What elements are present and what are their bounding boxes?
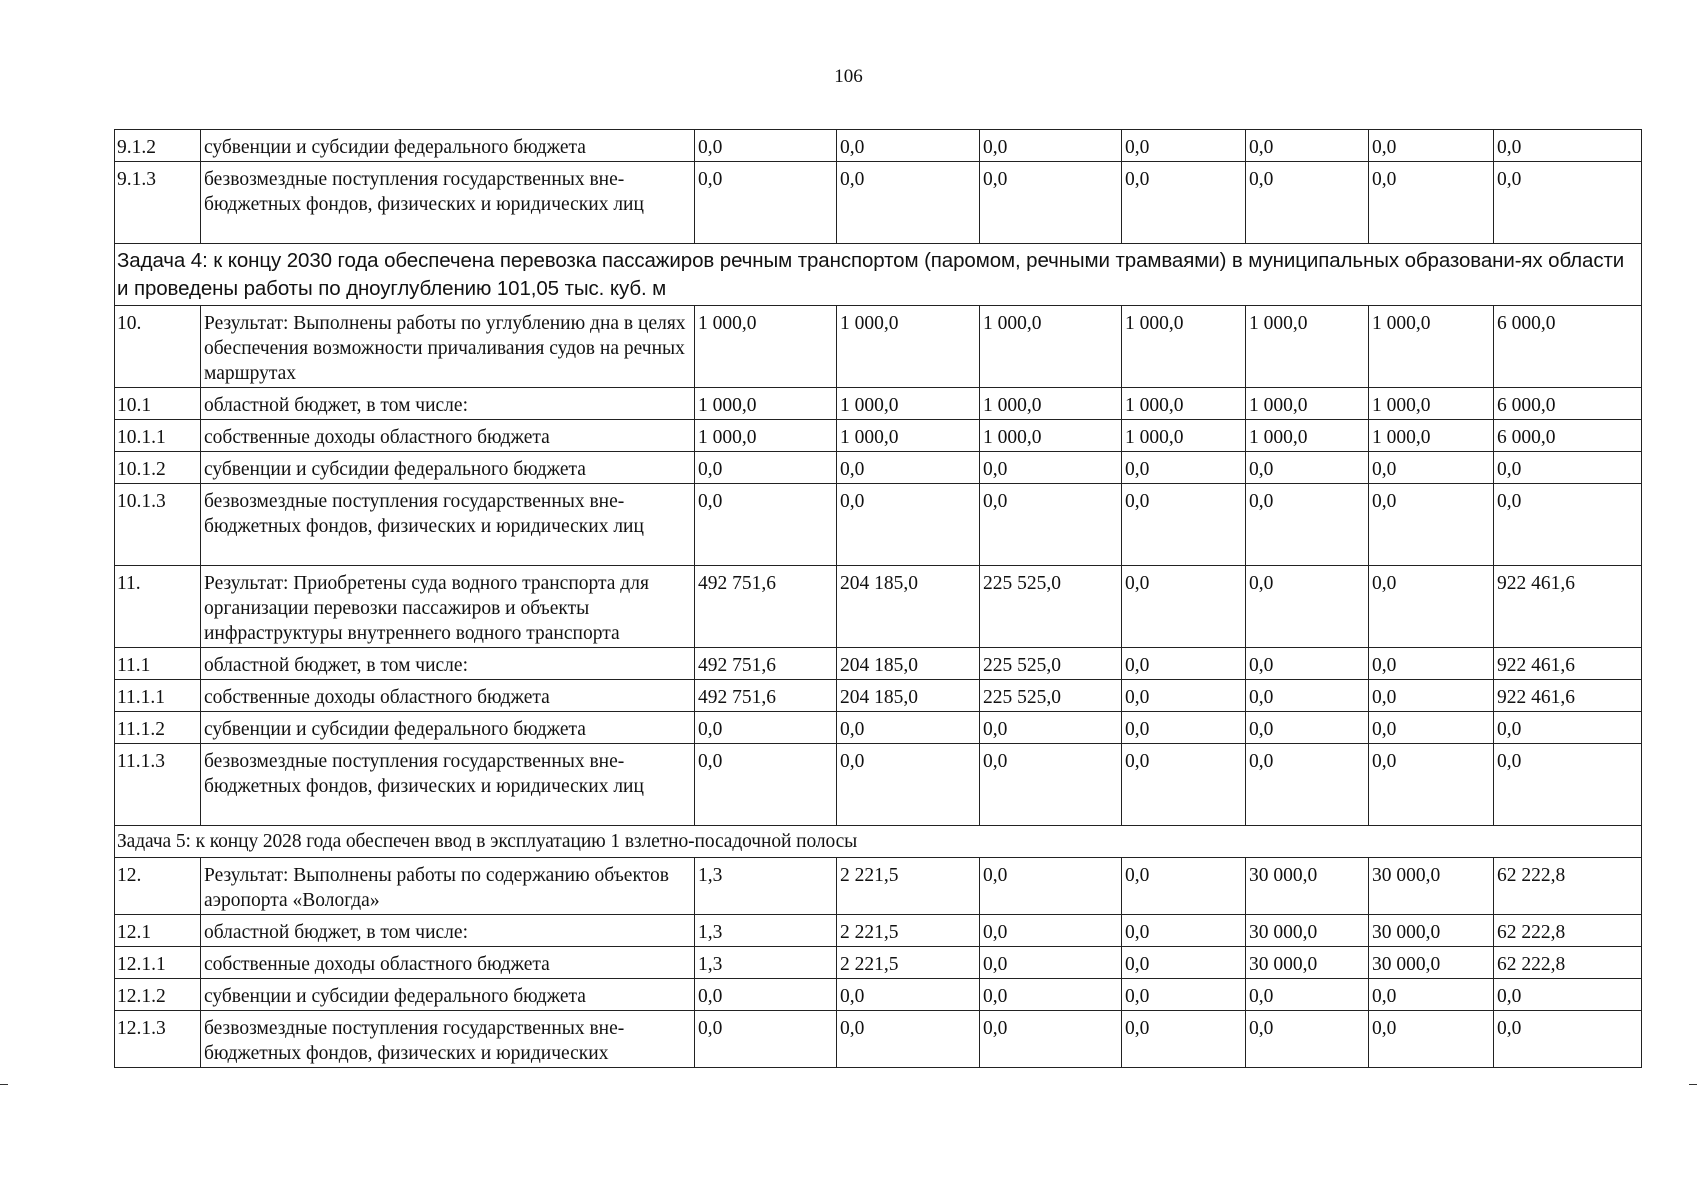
row-name: безвозмездные поступления государственных вне-бюджетных фондов, физических и юридических лиц bbox=[201, 484, 695, 566]
left-edge-mark bbox=[0, 1084, 8, 1085]
value-cell: 0,0 bbox=[695, 1011, 837, 1068]
page-number: 106 bbox=[834, 66, 863, 87]
value-cell: 0,0 bbox=[1246, 452, 1369, 484]
value-cell: 204 185,0 bbox=[837, 648, 980, 680]
table-row bbox=[115, 130, 1642, 162]
value-cell: 0,0 bbox=[837, 744, 980, 826]
row-name: Результат: Приобретены суда водного транспорта для организации перевозки пассажиров и объекты инфраструктуры внутреннего водного транспорта bbox=[201, 566, 695, 648]
value-cell: 0,0 bbox=[1122, 1011, 1246, 1068]
value-cell: 1 000,0 bbox=[837, 420, 980, 452]
value-cell: 0,0 bbox=[837, 484, 980, 566]
row-name: Результат: Выполнены работы по углублению дна в целях обеспечения возможности причаливания судов на речных маршрутах bbox=[201, 306, 695, 388]
value-cell: 1 000,0 bbox=[980, 420, 1122, 452]
value-cell: 0,0 bbox=[1369, 744, 1494, 826]
value-cell: 1 000,0 bbox=[1246, 306, 1369, 388]
table-row bbox=[115, 1011, 1642, 1068]
row-code: 10.1.2 bbox=[115, 452, 201, 484]
value-cell: 0,0 bbox=[1369, 484, 1494, 566]
value-cell: 0,0 bbox=[695, 130, 837, 162]
value-cell: 0,0 bbox=[1369, 452, 1494, 484]
table-row bbox=[115, 744, 1642, 826]
value-cell: 30 000,0 bbox=[1246, 858, 1369, 915]
value-cell: 922 461,6 bbox=[1494, 680, 1642, 712]
right-edge-mark bbox=[1689, 1084, 1697, 1085]
value-cell: 0,0 bbox=[1122, 648, 1246, 680]
row-code: 11.1.3 bbox=[115, 744, 201, 826]
value-cell: 6 000,0 bbox=[1494, 388, 1642, 420]
value-cell: 62 222,8 bbox=[1494, 858, 1642, 915]
table-row bbox=[115, 566, 1642, 648]
table-row bbox=[115, 484, 1642, 566]
table-row bbox=[115, 979, 1642, 1011]
value-cell: 2 221,5 bbox=[837, 915, 980, 947]
table-row bbox=[115, 162, 1642, 244]
value-cell: 492 751,6 bbox=[695, 566, 837, 648]
value-cell: 1 000,0 bbox=[1369, 420, 1494, 452]
value-cell: 0,0 bbox=[1246, 979, 1369, 1011]
row-code: 11.1.1 bbox=[115, 680, 201, 712]
value-cell: 0,0 bbox=[1122, 858, 1246, 915]
value-cell: 0,0 bbox=[837, 162, 980, 244]
value-cell: 6 000,0 bbox=[1494, 306, 1642, 388]
row-code: 10.1 bbox=[115, 388, 201, 420]
value-cell: 922 461,6 bbox=[1494, 566, 1642, 648]
row-name: безвозмездные поступления государственных вне-бюджетных фондов, физических и юридических лиц bbox=[201, 162, 695, 244]
value-cell: 0,0 bbox=[1122, 162, 1246, 244]
table-row bbox=[115, 858, 1642, 915]
table-row bbox=[115, 915, 1642, 947]
value-cell: 1 000,0 bbox=[695, 420, 837, 452]
table-row bbox=[115, 420, 1642, 452]
row-name: безвозмездные поступления государственных вне-бюджетных фондов, физических и юридических bbox=[201, 1011, 695, 1068]
value-cell: 0,0 bbox=[1122, 680, 1246, 712]
table-row bbox=[115, 452, 1642, 484]
value-cell: 0,0 bbox=[837, 130, 980, 162]
value-cell: 0,0 bbox=[1246, 744, 1369, 826]
value-cell: 0,0 bbox=[695, 162, 837, 244]
value-cell: 2 221,5 bbox=[837, 858, 980, 915]
value-cell: 225 525,0 bbox=[980, 680, 1122, 712]
value-cell: 0,0 bbox=[1122, 130, 1246, 162]
value-cell: 1 000,0 bbox=[1369, 306, 1494, 388]
value-cell: 0,0 bbox=[1246, 1011, 1369, 1068]
row-name: собственные доходы областного бюджета bbox=[201, 680, 695, 712]
value-cell: 1 000,0 bbox=[980, 306, 1122, 388]
value-cell: 0,0 bbox=[980, 130, 1122, 162]
row-name: безвозмездные поступления государственных вне-бюджетных фондов, физических и юридических лиц bbox=[201, 744, 695, 826]
value-cell: 1 000,0 bbox=[1246, 388, 1369, 420]
value-cell: 0,0 bbox=[1246, 484, 1369, 566]
value-cell: 0,0 bbox=[1494, 130, 1642, 162]
value-cell: 0,0 bbox=[980, 947, 1122, 979]
task-row bbox=[115, 244, 1642, 306]
task-heading: Задача 4: к концу 2030 года обеспечена перевозка пассажиров речным транспортом (паромом, речными трамваями) в муниципальных образовани-ях области и проведены работы по дноуглублению 101,05 тыс. куб. м bbox=[115, 244, 1642, 306]
value-cell: 0,0 bbox=[980, 858, 1122, 915]
value-cell: 0,0 bbox=[980, 712, 1122, 744]
value-cell: 492 751,6 bbox=[695, 680, 837, 712]
value-cell: 0,0 bbox=[1369, 712, 1494, 744]
value-cell: 922 461,6 bbox=[1494, 648, 1642, 680]
value-cell: 225 525,0 bbox=[980, 566, 1122, 648]
value-cell: 0,0 bbox=[1246, 162, 1369, 244]
value-cell: 0,0 bbox=[1494, 979, 1642, 1011]
value-cell: 204 185,0 bbox=[837, 566, 980, 648]
value-cell: 1 000,0 bbox=[837, 306, 980, 388]
row-code: 12.1.1 bbox=[115, 947, 201, 979]
value-cell: 6 000,0 bbox=[1494, 420, 1642, 452]
value-cell: 492 751,6 bbox=[695, 648, 837, 680]
value-cell: 225 525,0 bbox=[980, 648, 1122, 680]
value-cell: 1,3 bbox=[695, 858, 837, 915]
value-cell: 0,0 bbox=[695, 712, 837, 744]
value-cell: 0,0 bbox=[1122, 484, 1246, 566]
value-cell: 0,0 bbox=[1122, 947, 1246, 979]
table-row bbox=[115, 947, 1642, 979]
row-code: 10.1.3 bbox=[115, 484, 201, 566]
row-code: 11.1.2 bbox=[115, 712, 201, 744]
value-cell: 0,0 bbox=[1494, 452, 1642, 484]
value-cell: 30 000,0 bbox=[1369, 915, 1494, 947]
value-cell: 0,0 bbox=[1246, 648, 1369, 680]
row-name: собственные доходы областного бюджета bbox=[201, 420, 695, 452]
row-name: областной бюджет, в том числе: bbox=[201, 915, 695, 947]
value-cell: 30 000,0 bbox=[1369, 858, 1494, 915]
value-cell: 0,0 bbox=[1494, 1011, 1642, 1068]
value-cell: 30 000,0 bbox=[1246, 915, 1369, 947]
row-code: 10.1.1 bbox=[115, 420, 201, 452]
value-cell: 0,0 bbox=[980, 744, 1122, 826]
value-cell: 62 222,8 bbox=[1494, 915, 1642, 947]
value-cell: 0,0 bbox=[1246, 566, 1369, 648]
value-cell: 0,0 bbox=[1122, 566, 1246, 648]
row-code: 11.1 bbox=[115, 648, 201, 680]
value-cell: 0,0 bbox=[980, 162, 1122, 244]
value-cell: 0,0 bbox=[837, 1011, 980, 1068]
value-cell: 2 221,5 bbox=[837, 947, 980, 979]
row-code: 12.1.2 bbox=[115, 979, 201, 1011]
table-body bbox=[115, 130, 1642, 1068]
table-row bbox=[115, 680, 1642, 712]
value-cell: 0,0 bbox=[1494, 484, 1642, 566]
value-cell: 0,0 bbox=[695, 452, 837, 484]
row-code: 12.1 bbox=[115, 915, 201, 947]
row-name: субвенции и субсидии федерального бюджета bbox=[201, 452, 695, 484]
value-cell: 1 000,0 bbox=[980, 388, 1122, 420]
value-cell: 0,0 bbox=[1122, 712, 1246, 744]
value-cell: 1 000,0 bbox=[695, 306, 837, 388]
value-cell: 1 000,0 bbox=[1122, 306, 1246, 388]
value-cell: 0,0 bbox=[1246, 130, 1369, 162]
row-code: 12.1.3 bbox=[115, 1011, 201, 1068]
value-cell: 0,0 bbox=[1369, 566, 1494, 648]
value-cell: 0,0 bbox=[1494, 712, 1642, 744]
value-cell: 0,0 bbox=[1369, 680, 1494, 712]
value-cell: 1 000,0 bbox=[695, 388, 837, 420]
budget-table bbox=[114, 129, 1642, 1068]
row-code: 11. bbox=[115, 566, 201, 648]
row-name: субвенции и субсидии федерального бюджета bbox=[201, 130, 695, 162]
value-cell: 0,0 bbox=[1369, 130, 1494, 162]
value-cell: 0,0 bbox=[1122, 744, 1246, 826]
value-cell: 1 000,0 bbox=[837, 388, 980, 420]
row-name: собственные доходы областного бюджета bbox=[201, 947, 695, 979]
row-name: субвенции и субсидии федерального бюджета bbox=[201, 712, 695, 744]
value-cell: 0,0 bbox=[1122, 452, 1246, 484]
table-row bbox=[115, 712, 1642, 744]
value-cell: 0,0 bbox=[837, 979, 980, 1011]
row-name: областной бюджет, в том числе: bbox=[201, 648, 695, 680]
value-cell: 0,0 bbox=[980, 1011, 1122, 1068]
value-cell: 0,0 bbox=[1246, 712, 1369, 744]
value-cell: 30 000,0 bbox=[1369, 947, 1494, 979]
value-cell: 0,0 bbox=[1494, 744, 1642, 826]
value-cell: 0,0 bbox=[837, 452, 980, 484]
value-cell: 204 185,0 bbox=[837, 680, 980, 712]
value-cell: 0,0 bbox=[1369, 162, 1494, 244]
value-cell: 0,0 bbox=[980, 979, 1122, 1011]
value-cell: 0,0 bbox=[1122, 979, 1246, 1011]
value-cell: 1 000,0 bbox=[1122, 388, 1246, 420]
value-cell: 0,0 bbox=[837, 712, 980, 744]
value-cell: 0,0 bbox=[695, 979, 837, 1011]
value-cell: 0,0 bbox=[1494, 162, 1642, 244]
value-cell: 0,0 bbox=[1369, 1011, 1494, 1068]
value-cell: 1 000,0 bbox=[1122, 420, 1246, 452]
table-row bbox=[115, 648, 1642, 680]
row-code: 9.1.2 bbox=[115, 130, 201, 162]
value-cell: 1 000,0 bbox=[1246, 420, 1369, 452]
row-code: 9.1.3 bbox=[115, 162, 201, 244]
value-cell: 0,0 bbox=[980, 484, 1122, 566]
value-cell: 0,0 bbox=[1246, 680, 1369, 712]
table-row bbox=[115, 388, 1642, 420]
value-cell: 0,0 bbox=[980, 452, 1122, 484]
table-row bbox=[115, 306, 1642, 388]
value-cell: 30 000,0 bbox=[1246, 947, 1369, 979]
value-cell: 1,3 bbox=[695, 947, 837, 979]
value-cell: 0,0 bbox=[695, 744, 837, 826]
value-cell: 1 000,0 bbox=[1369, 388, 1494, 420]
value-cell: 0,0 bbox=[1369, 648, 1494, 680]
row-code: 10. bbox=[115, 306, 201, 388]
row-name: субвенции и субсидии федерального бюджета bbox=[201, 979, 695, 1011]
value-cell: 1,3 bbox=[695, 915, 837, 947]
value-cell: 0,0 bbox=[980, 915, 1122, 947]
value-cell: 0,0 bbox=[1369, 979, 1494, 1011]
task-row bbox=[115, 826, 1642, 858]
row-code: 12. bbox=[115, 858, 201, 915]
row-name: областной бюджет, в том числе: bbox=[201, 388, 695, 420]
value-cell: 0,0 bbox=[1122, 915, 1246, 947]
row-name: Результат: Выполнены работы по содержанию объектов аэропорта «Вологда» bbox=[201, 858, 695, 915]
task-heading: Задача 5: к концу 2028 года обеспечен ввод в эксплуатацию 1 взлетно-посадочной полосы bbox=[115, 826, 1642, 858]
value-cell: 0,0 bbox=[695, 484, 837, 566]
value-cell: 62 222,8 bbox=[1494, 947, 1642, 979]
